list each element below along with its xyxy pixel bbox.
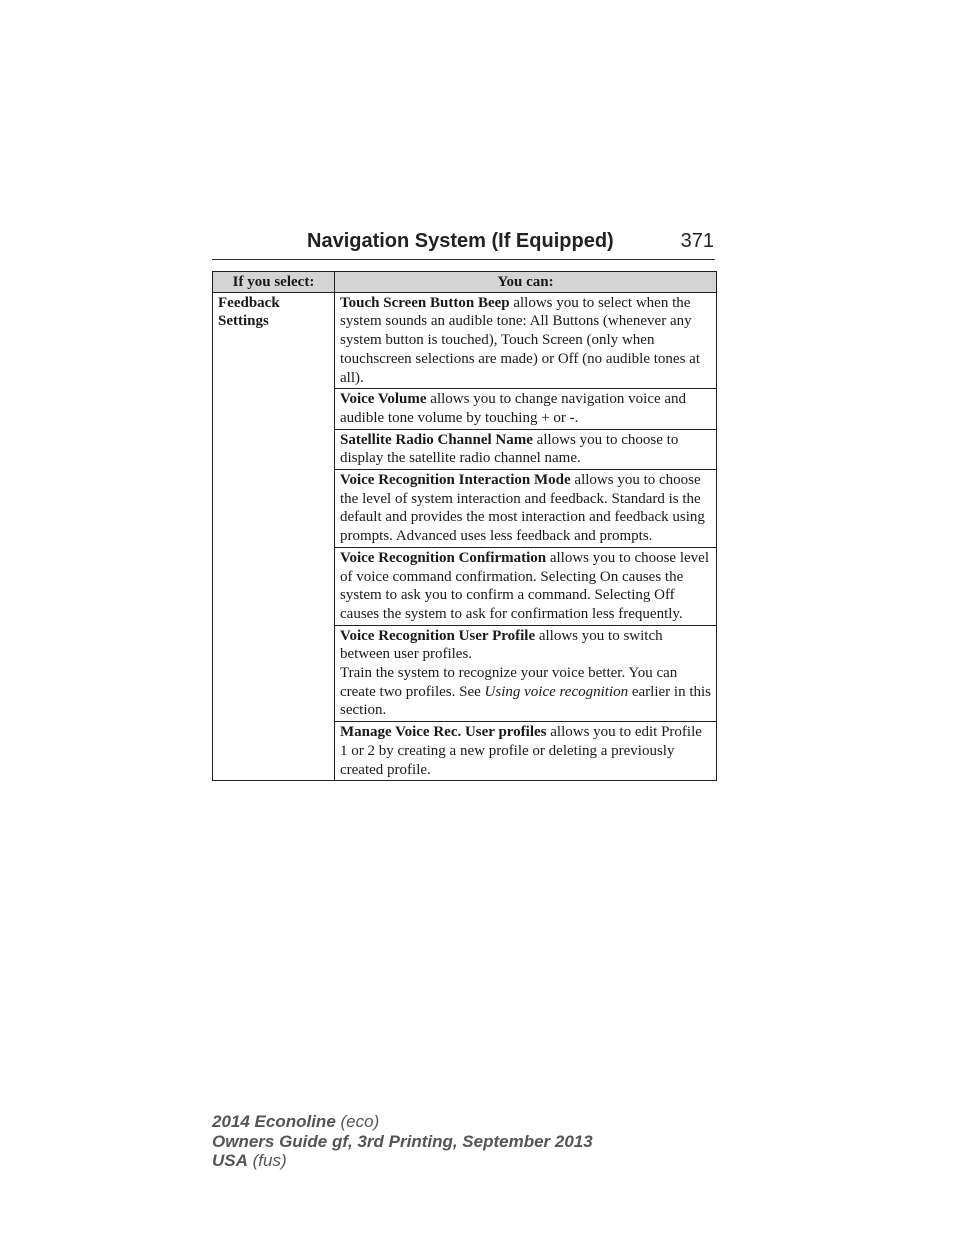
column-header-you-can: You can:	[335, 272, 717, 293]
select-cell	[213, 292, 335, 781]
feedback-settings-table	[212, 271, 717, 781]
description-cell	[335, 625, 717, 722]
setting-description-extra: Train the system to recognize your voice better. You can create two profiles. See	[340, 665, 678, 700]
setting-term: Voice Recognition Confirmation	[340, 549, 547, 566]
table-row	[213, 292, 717, 389]
select-label-line2: Settings	[218, 313, 269, 330]
description-cell	[335, 470, 717, 548]
setting-term: Voice Recognition User Profile	[340, 627, 536, 644]
setting-description: allows you to choose to display the satellite radio channel name.	[340, 431, 679, 467]
footer-model-code: (eco)	[335, 1112, 380, 1131]
page-number: 371	[680, 230, 714, 252]
description-cell	[335, 292, 717, 389]
setting-description: allows you to choose level of voice command confirmation. Selecting On causes the system to ask you to confirm a command. Selecting Off causes the system to ask for confirmation less frequently.	[340, 549, 709, 622]
setting-description: allows you to change navigation voice and audible tone volume by touching + or -.	[340, 391, 687, 426]
page-header	[212, 229, 715, 260]
footer-line-2	[212, 1132, 593, 1152]
footer-line-1	[212, 1112, 593, 1132]
description-cell	[335, 547, 717, 625]
footer-region: USA	[212, 1151, 248, 1170]
setting-term: Voice Recognition Interaction Mode	[340, 472, 571, 489]
table-header-row	[213, 272, 717, 293]
section-title: Navigation System (If Equipped)	[307, 230, 614, 252]
setting-description: allows you to edit Profile 1 or 2 by creating a new profile or deleting a previously created profile.	[340, 724, 702, 778]
footer-line-3	[212, 1151, 593, 1171]
page-footer	[212, 1112, 593, 1171]
setting-term: Manage Voice Rec. User profiles	[340, 724, 547, 741]
footer-region-code: (fus)	[247, 1151, 287, 1170]
setting-description: allows you to select when the system sounds an audible tone: All Buttons (whenever any system button is touched), Touch Screen (only when touchscreen selections are made) or Off (no audible tones at all).	[340, 294, 700, 386]
description-cell	[335, 722, 717, 781]
setting-description-extra-end: earlier in this section.	[340, 683, 711, 719]
description-cell	[335, 389, 717, 429]
setting-description: allows you to choose the level of system interaction and feedback. Standard is the default and provides the most interaction and feedback using prompts. Advanced uses less feedback and prompts.	[340, 472, 705, 545]
cross-reference-link[interactable]: Using voice recognition	[484, 683, 629, 700]
setting-term: Satellite Radio Channel Name	[340, 431, 533, 448]
footer-model: 2014 Econoline	[212, 1112, 336, 1131]
setting-term: Touch Screen Button Beep	[340, 294, 510, 311]
select-label-line1: Feedback	[218, 294, 280, 311]
footer-guide-info: Owners Guide gf, 3rd Printing, September 2013	[212, 1131, 593, 1151]
setting-description: allows you to switch between user profiles.	[340, 627, 663, 663]
column-header-select: If you select:	[213, 272, 335, 293]
setting-term: Voice Volume	[340, 391, 427, 408]
description-cell	[335, 429, 717, 469]
